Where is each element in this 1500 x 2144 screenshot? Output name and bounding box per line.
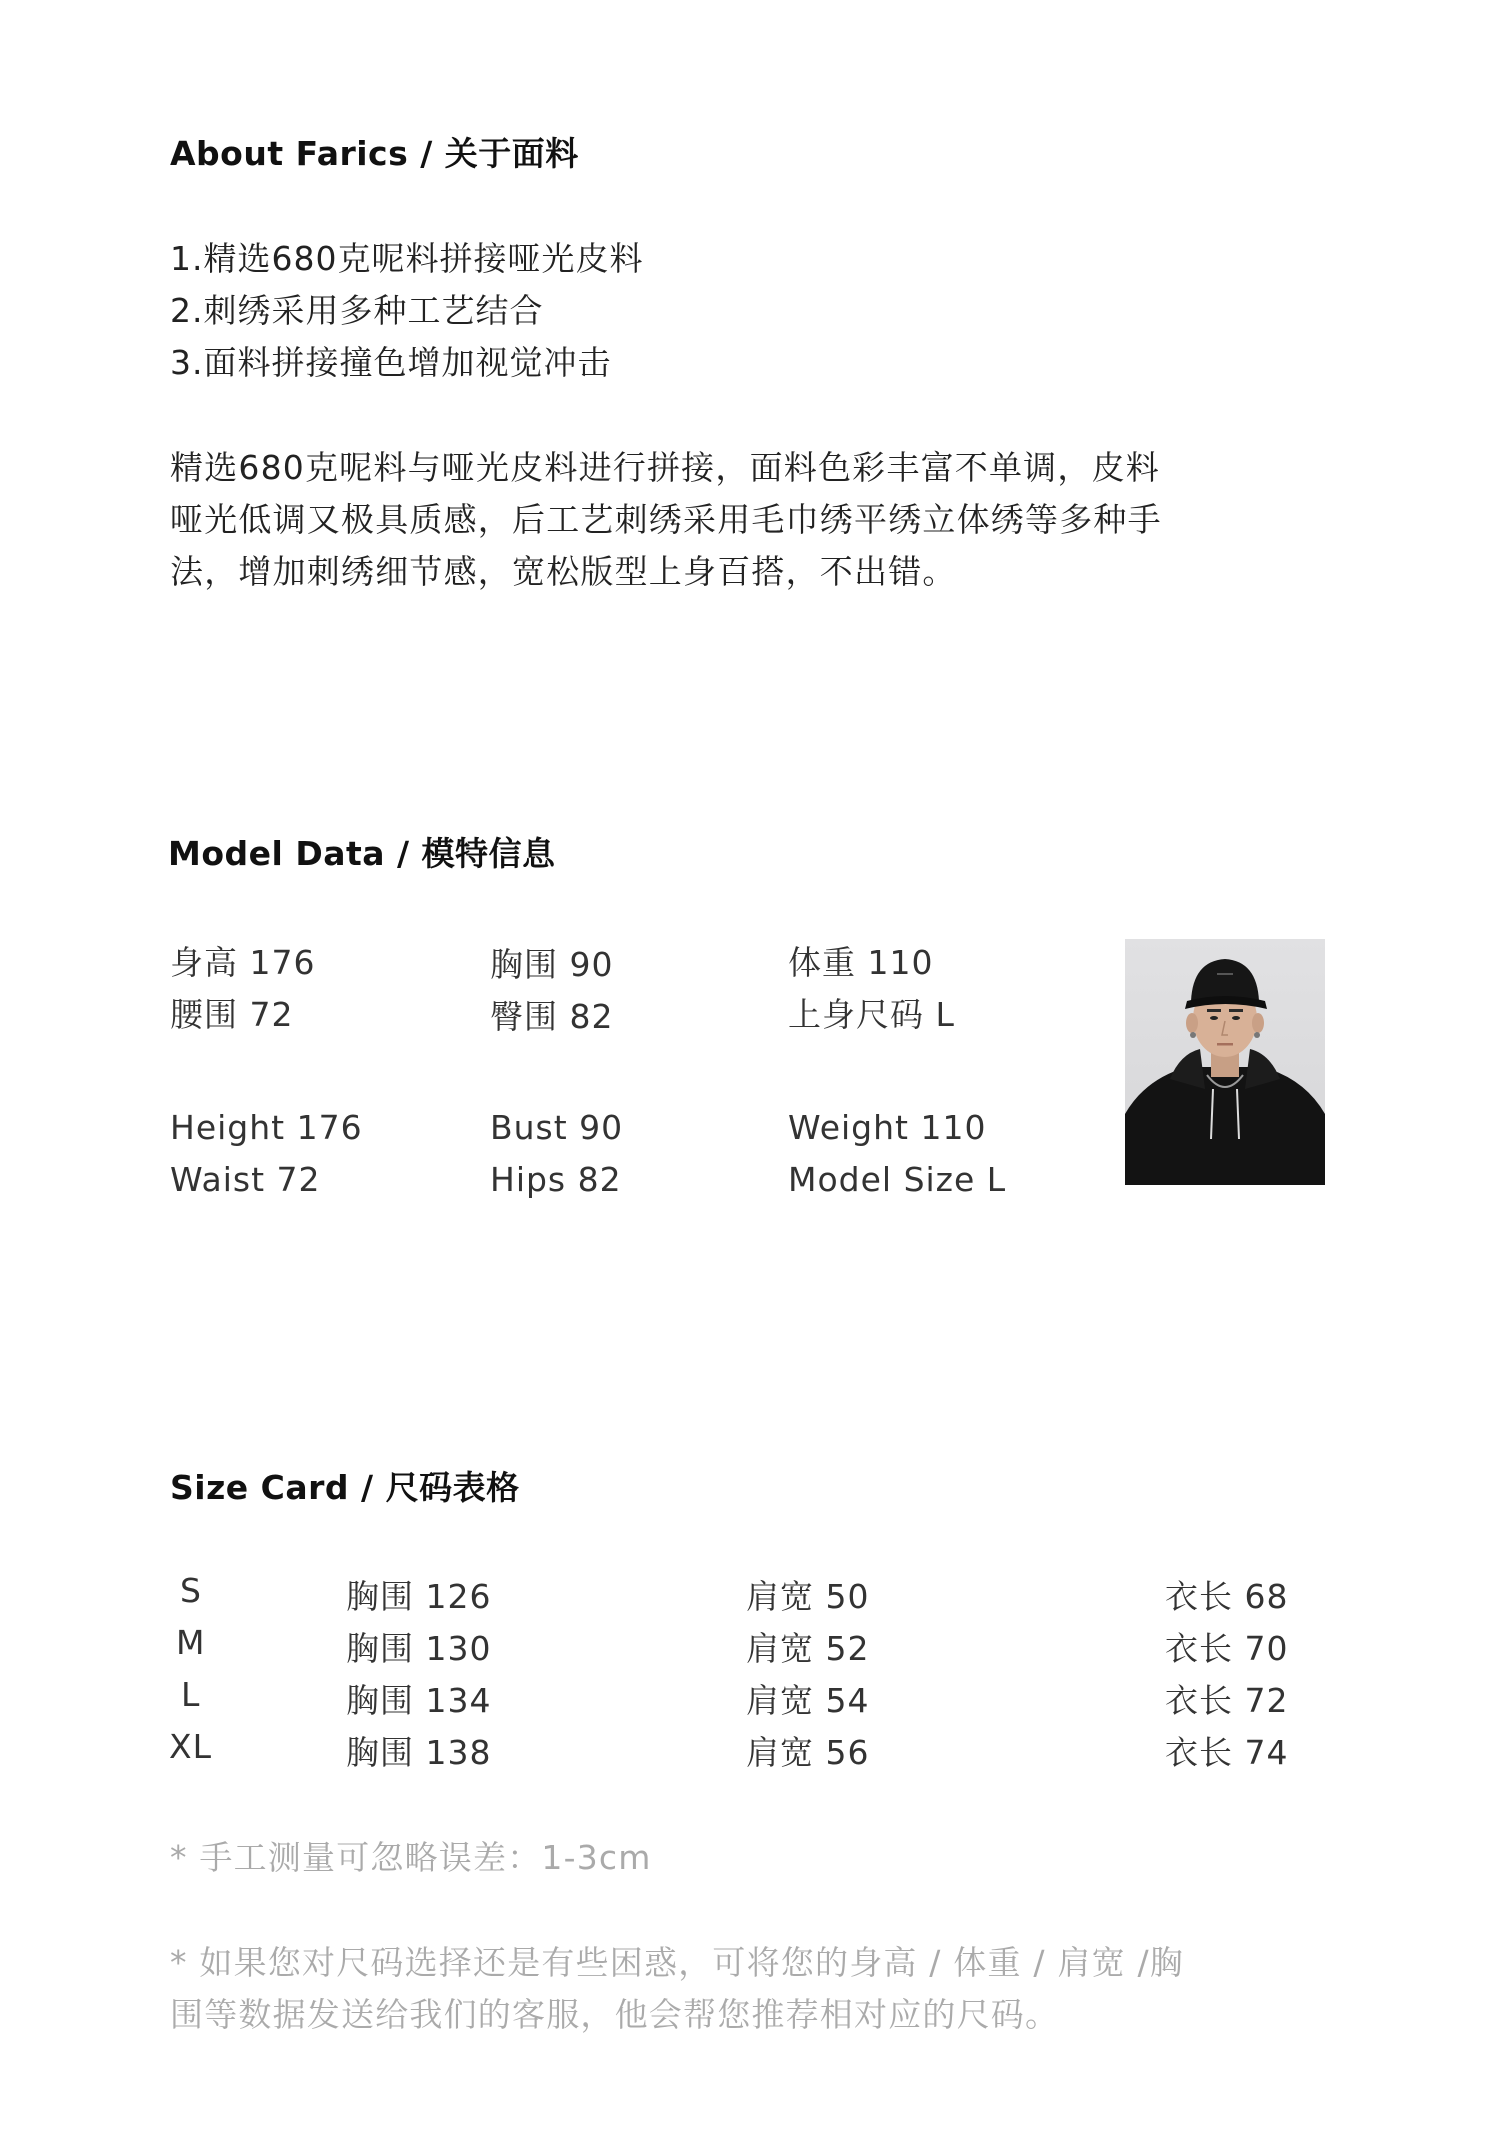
size-label: L (181, 1675, 201, 1714)
size-help-note-line: 围等数据发送给我们的客服，他会帮您推荐相对应的尺码。 (170, 1995, 1060, 2034)
model-hips-en: Hips 82 (490, 1160, 622, 1199)
model-title: Model Data / 模特信息 (168, 834, 556, 873)
model-waist-cn: 腰围 72 (170, 995, 294, 1034)
shoulder-value: 肩宽 52 (746, 1629, 870, 1668)
chest-value: 胸围 138 (346, 1733, 492, 1772)
size-label: XL (169, 1727, 212, 1766)
model-height-en: Height 176 (170, 1108, 363, 1147)
size-label: S (180, 1571, 202, 1610)
model-size-cn: 上身尺码 L (788, 995, 955, 1034)
fabric-description-line: 法，增加刺绣细节感，宽松版型上身百搭，不出错。 (170, 552, 957, 591)
size-title: Size Card / 尺码表格 (170, 1468, 520, 1507)
size-help-note-line: * 如果您对尺码选择还是有些困惑，可将您的身高 / 体重 / 肩宽 /胸 (170, 1943, 1184, 1982)
model-portrait-illustration (1125, 939, 1325, 1185)
fabric-point: 2.刺绣采用多种工艺结合 (170, 291, 544, 330)
length-value: 衣长 74 (1165, 1733, 1289, 1772)
fabric-description-line: 精选680克呢料与哑光皮料进行拼接，面料色彩丰富不单调，皮料 (170, 448, 1160, 487)
model-waist-en: Waist 72 (170, 1160, 321, 1199)
size-label: M (176, 1623, 206, 1662)
shoulder-value: 肩宽 54 (746, 1681, 870, 1720)
length-value: 衣长 72 (1165, 1681, 1289, 1720)
shoulder-value: 肩宽 50 (746, 1577, 870, 1616)
model-size-en: Model Size L (788, 1160, 1007, 1199)
model-bust-cn: 胸围 90 (490, 945, 614, 984)
chest-value: 胸围 126 (346, 1577, 492, 1616)
model-weight-en: Weight 110 (788, 1108, 987, 1147)
model-weight-cn: 体重 110 (788, 943, 934, 982)
shoulder-value: 肩宽 56 (746, 1733, 870, 1772)
model-hips-cn: 臀围 82 (490, 997, 614, 1036)
length-value: 衣长 70 (1165, 1629, 1289, 1668)
fabric-description-line: 哑光低调又极具质感，后工艺刺绣采用毛巾绣平绣立体绣等多种手 (170, 500, 1162, 539)
fabrics-title: About Farics / 关于面料 (170, 134, 579, 173)
model-photo (1125, 939, 1325, 1185)
length-value: 衣长 68 (1165, 1577, 1289, 1616)
model-height-cn: 身高 176 (170, 943, 316, 982)
measurement-note: * 手工测量可忽略误差：1-3cm (170, 1838, 652, 1877)
model-bust-en: Bust 90 (490, 1108, 624, 1147)
chest-value: 胸围 130 (346, 1629, 492, 1668)
fabric-point: 3.面料拼接撞色增加视觉冲击 (170, 343, 612, 382)
chest-value: 胸围 134 (346, 1681, 492, 1720)
fabric-point: 1.精选680克呢料拼接哑光皮料 (170, 239, 644, 278)
